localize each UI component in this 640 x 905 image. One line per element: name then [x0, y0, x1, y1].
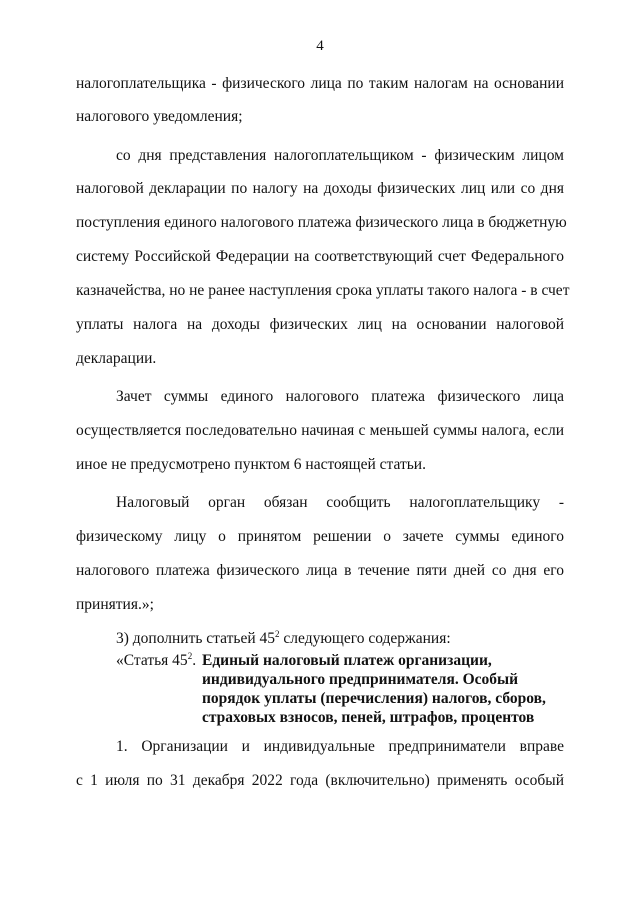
text-line: Зачет суммы единого налогового платежа физического лица — [116, 388, 564, 405]
text-line: поступления единого налогового платежа физического лица в бюджетную — [76, 214, 567, 231]
page-number: 4 — [316, 38, 324, 54]
text-line: налоговой декларации по налогу на доходы физических лиц или со дня — [76, 180, 564, 197]
article-label-suffix: . — [192, 652, 197, 669]
article-title — [202, 651, 582, 727]
amendment-line — [116, 629, 451, 649]
text-line: с 1 июля по 31 декабря 2022 года (включительно) применять особый — [76, 772, 564, 789]
text-line: систему Российской Федерации на соответствующий счет Федерального — [76, 248, 564, 265]
text-line: декларации. — [76, 350, 157, 367]
text-line: физическому лицу о принятом решении о зачете суммы единого — [76, 528, 564, 545]
article-label — [116, 651, 196, 670]
article-label-sup: 2 — [187, 651, 193, 661]
text-line: налогового уведомления; — [76, 108, 243, 125]
text-line: 1. Организации и индивидуальные предприниматели вправе — [116, 738, 564, 755]
article-title-line: порядок уплаты (перечисления) налогов, сборов, — [202, 690, 546, 707]
text-line: принятия.»; — [76, 596, 154, 613]
amendment-prefix: 3) дополнить статьей 45 — [116, 630, 276, 647]
text-line: уплаты налога на доходы физических лиц на основании налоговой — [76, 316, 564, 333]
article-title-line: страховых взносов, пеней, штрафов, процентов — [202, 709, 535, 726]
article-title-line: индивидуального предпринимателя. Особый — [202, 671, 519, 688]
text-line: налогового платежа физического лица в течение пяти дней со дня его — [76, 562, 564, 579]
text-line: иное не предусмотрено пунктом 6 настоящей статьи. — [76, 456, 426, 473]
article-title-line: Единый налоговый платеж организации, — [202, 652, 492, 669]
text-line: осуществляется последовательно начиная с меньшей суммы налога, если — [76, 422, 564, 439]
amendment-sup: 2 — [275, 629, 280, 639]
text-line: налогоплательщика - физического лица по таким налогам на основании — [76, 75, 564, 92]
text-line: со дня представления налогоплательщиком - физическим лицом — [116, 147, 564, 164]
article-label-prefix: «Статья 45 — [116, 652, 188, 669]
amendment-suffix: следующего содержания: — [279, 630, 451, 647]
text-line: казначейства, но не ранее наступления срока уплаты такого налога - в счет — [76, 282, 570, 299]
text-line: Налоговый орган обязан сообщить налогоплательщику - — [116, 494, 564, 511]
